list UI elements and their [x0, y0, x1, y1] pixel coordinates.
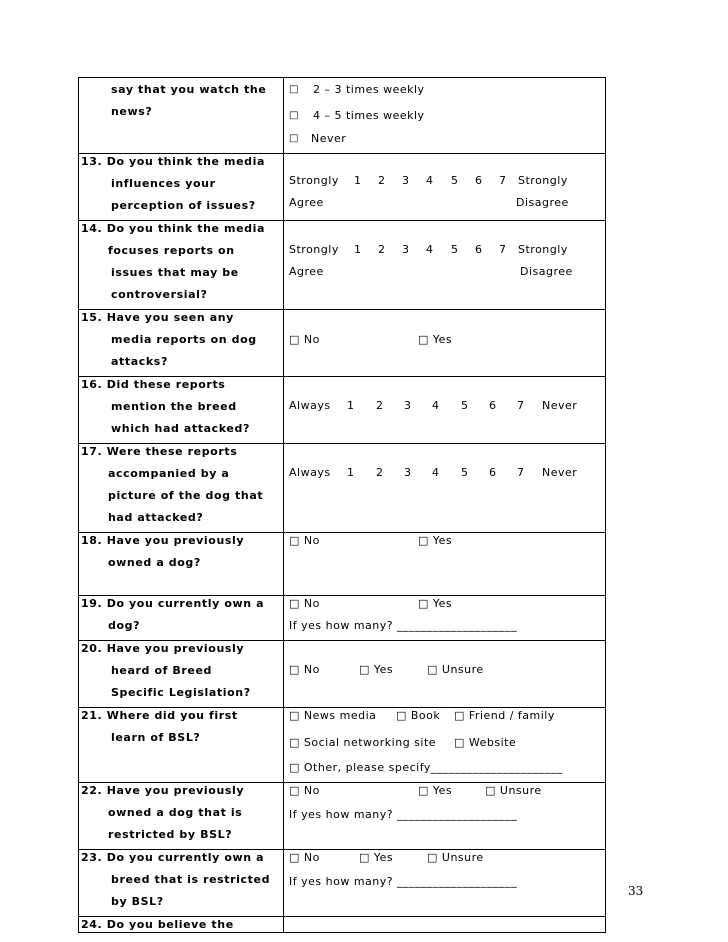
question-line: controversial? [111, 288, 208, 301]
option-yes[interactable]: □ Yes [418, 333, 453, 346]
table-row [79, 221, 606, 310]
question-cell [79, 154, 284, 221]
scale-option-6[interactable]: 6 [475, 243, 483, 256]
scale-option-7[interactable]: 7 [499, 174, 507, 187]
question-line: issues that may be [111, 266, 239, 279]
option-other-specify[interactable]: □ Other, please specify______________________ [289, 761, 563, 774]
table-row [79, 444, 606, 533]
question-cell [79, 850, 284, 917]
scale-option-2[interactable]: 2 [376, 466, 384, 479]
scale-option-1[interactable]: 1 [347, 399, 355, 412]
question-cell [79, 221, 284, 310]
scale-option-6[interactable]: 6 [489, 399, 497, 412]
scale-label-right: Never [542, 466, 578, 479]
option-label: Never [311, 132, 347, 145]
option-unsure[interactable]: □ Unsure [427, 851, 484, 864]
scale-option-4[interactable]: 4 [432, 399, 440, 412]
question-line: 24. Do you believe the [81, 918, 234, 931]
question-line: mention the breed [111, 400, 237, 413]
question-line: 18. Have you previously [81, 534, 245, 547]
answer-cell [284, 377, 606, 444]
scale-option-5[interactable]: 5 [461, 466, 469, 479]
option-no[interactable]: □ No [289, 597, 320, 610]
question-line: 20. Have you previously [81, 642, 245, 655]
question-line: owned a dog that is [108, 806, 243, 819]
question-line: restricted by BSL? [108, 828, 233, 841]
scale-label-right: Disagree [516, 196, 569, 209]
scale-option-4[interactable]: 4 [426, 243, 434, 256]
question-line: learn of BSL? [111, 731, 201, 744]
answer-cell [284, 641, 606, 708]
scale-option-3[interactable]: 3 [404, 399, 412, 412]
table-row [79, 310, 606, 377]
question-line: 21. Where did you first [81, 709, 238, 722]
table-row [79, 154, 606, 221]
scale-option-2[interactable]: 2 [376, 399, 384, 412]
question-line: news? [111, 105, 153, 118]
question-cell [79, 444, 284, 533]
scale-option-5[interactable]: 5 [461, 399, 469, 412]
question-line: by BSL? [111, 895, 164, 908]
how-many-field[interactable]: If yes how many? ____________________ [289, 619, 518, 632]
option-label: 2 – 3 times weekly [313, 83, 425, 96]
option-no[interactable]: □ No [289, 784, 320, 797]
table-row [79, 783, 606, 850]
answer-cell [284, 154, 606, 221]
question-cell [79, 708, 284, 783]
scale-label-right: Strongly [518, 174, 568, 187]
scale-option-4[interactable]: 4 [432, 466, 440, 479]
table-row [79, 850, 606, 917]
questionnaire-table [78, 77, 606, 933]
scale-label-right: Disagree [520, 265, 573, 278]
scale-option-5[interactable]: 5 [451, 243, 459, 256]
scale-label-left: Always [289, 466, 331, 479]
option-yes[interactable]: □ Yes [359, 851, 394, 864]
checkbox[interactable]: □ [289, 110, 299, 121]
scale-label-right: Never [542, 399, 578, 412]
question-cell [79, 310, 284, 377]
scale-label-left: Agree [289, 196, 324, 209]
question-line: influences your [111, 177, 216, 190]
option-friend-family[interactable]: □ Friend / family [454, 709, 555, 722]
scale-option-3[interactable]: 3 [404, 466, 412, 479]
scale-option-1[interactable]: 1 [347, 466, 355, 479]
question-line: had attacked? [108, 511, 204, 524]
answer-cell [284, 444, 606, 533]
answer-cell [284, 783, 606, 850]
option-book[interactable]: □ Book [396, 709, 441, 722]
option-website[interactable]: □ Website [454, 736, 517, 749]
question-line: 23. Do you currently own a [81, 851, 265, 864]
option-unsure[interactable]: □ Unsure [485, 784, 542, 797]
question-cell [79, 533, 284, 596]
page-number: 33 [628, 884, 644, 898]
question-cell [79, 917, 284, 933]
question-cell [79, 78, 284, 154]
scale-label-right: Strongly [518, 243, 568, 256]
scale-label-left: Always [289, 399, 331, 412]
question-line: 22. Have you previously [81, 784, 245, 797]
option-social-networking[interactable]: □ Social networking site [289, 736, 437, 749]
scale-option-6[interactable]: 6 [475, 174, 483, 187]
scale-option-1[interactable]: 1 [354, 243, 362, 256]
scale-label-left: Agree [289, 265, 324, 278]
scale-option-3[interactable]: 3 [402, 243, 410, 256]
table-row [79, 78, 606, 154]
scale-option-2[interactable]: 2 [378, 243, 386, 256]
option-news-media[interactable]: □ News media [289, 709, 377, 722]
scale-label-left: Strongly [289, 243, 339, 256]
scale-option-7[interactable]: 7 [499, 243, 507, 256]
question-cell [79, 783, 284, 850]
checkbox[interactable]: □ [289, 133, 299, 144]
table-row [79, 596, 606, 641]
question-line: heard of Breed [111, 664, 213, 677]
option-no[interactable]: □ No [289, 534, 320, 547]
table-row [79, 917, 606, 933]
question-line: owned a dog? [108, 556, 201, 569]
question-cell [79, 596, 284, 641]
table-row [79, 377, 606, 444]
question-line: Specific Legislation? [111, 686, 251, 699]
answer-cell [284, 917, 606, 933]
table-row [79, 708, 606, 783]
question-line: dog? [108, 619, 141, 632]
question-line: focuses reports on [108, 244, 235, 257]
question-line: media reports on dog [111, 333, 257, 346]
question-cell [79, 641, 284, 708]
answer-cell [284, 533, 606, 596]
option-no[interactable]: □ No [289, 663, 320, 676]
question-line: 17. Were these reports [81, 445, 238, 458]
option-unsure[interactable]: □ Unsure [427, 663, 484, 676]
question-cell [79, 377, 284, 444]
scale-option-4[interactable]: 4 [426, 174, 434, 187]
scale-option-7[interactable]: 7 [517, 399, 525, 412]
scale-option-7[interactable]: 7 [517, 466, 525, 479]
how-many-field[interactable]: If yes how many? ____________________ [289, 808, 518, 821]
question-line: 14. Do you think the media [81, 222, 266, 235]
question-line: attacks? [111, 355, 168, 368]
question-line: breed that is restricted [111, 873, 271, 886]
option-no[interactable]: □ No [289, 851, 320, 864]
table-row [79, 533, 606, 596]
question-line: accompanied by a [108, 467, 230, 480]
how-many-field[interactable]: If yes how many? ____________________ [289, 875, 518, 888]
answer-cell [284, 708, 606, 783]
option-yes[interactable]: □ Yes [418, 784, 453, 797]
scale-label-left: Strongly [289, 174, 339, 187]
question-line: 15. Have you seen any [81, 311, 234, 324]
question-line: say that you watch the [111, 83, 267, 96]
option-label: 4 – 5 times weekly [313, 109, 425, 122]
question-line: picture of the dog that [108, 489, 264, 502]
answer-cell [284, 596, 606, 641]
question-line: perception of issues? [111, 199, 256, 212]
question-line: 13. Do you think the media [81, 155, 266, 168]
answer-cell [284, 78, 606, 154]
option-no[interactable]: □ No [289, 333, 320, 346]
question-line: which had attacked? [111, 422, 250, 435]
question-line: 19. Do you currently own a [81, 597, 265, 610]
checkbox[interactable]: □ [289, 84, 299, 95]
answer-cell [284, 310, 606, 377]
scale-option-5[interactable]: 5 [451, 174, 459, 187]
option-yes[interactable]: □ Yes [359, 663, 394, 676]
answer-cell [284, 850, 606, 917]
scale-option-1[interactable]: 1 [354, 174, 362, 187]
scale-option-3[interactable]: 3 [402, 174, 410, 187]
option-yes[interactable]: □ Yes [418, 597, 453, 610]
table-row [79, 641, 606, 708]
scale-option-2[interactable]: 2 [378, 174, 386, 187]
option-yes[interactable]: □ Yes [418, 534, 453, 547]
scale-option-6[interactable]: 6 [489, 466, 497, 479]
answer-cell [284, 221, 606, 310]
question-line: 16. Did these reports [81, 378, 226, 391]
